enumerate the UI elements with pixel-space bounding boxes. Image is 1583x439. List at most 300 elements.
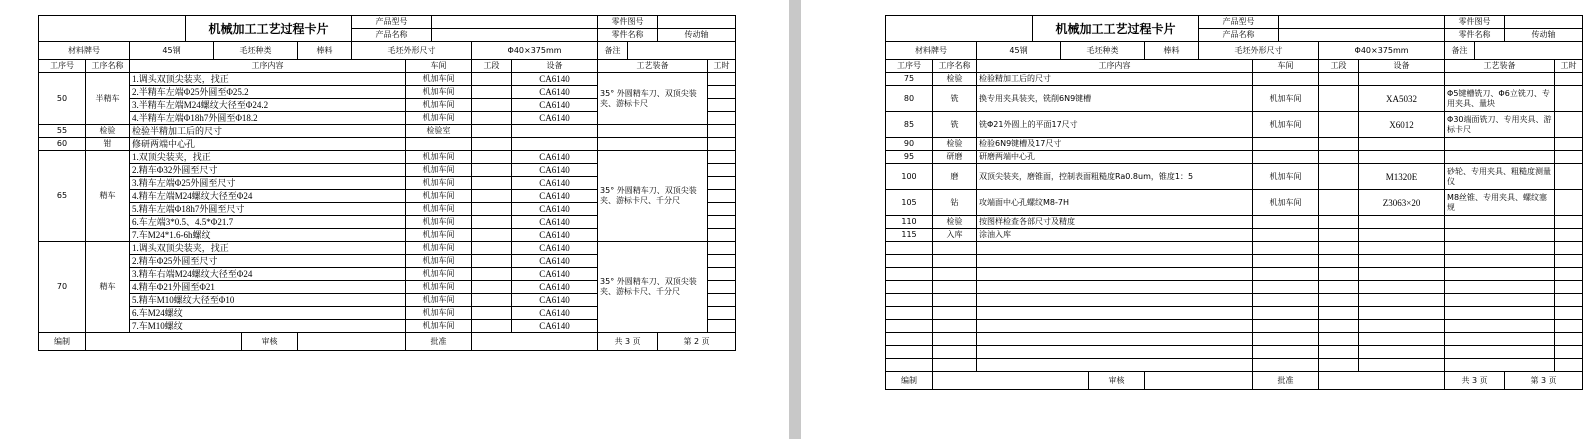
equipment-cell: CA6140 [512,151,598,164]
table-cell [1359,320,1445,333]
op-content-cell: 检验精加工后的尺寸 [977,73,1253,86]
table-cell [1555,359,1583,372]
blank-row [886,281,1583,294]
process-card-table [38,15,736,351]
op-no-cell: 85 [886,112,933,138]
op-name-cell: 铣 [933,112,977,138]
table-cell [1359,281,1445,294]
part-no-label: 零件图号 [1445,16,1505,29]
process-card-table [885,15,1583,390]
hours-cell [708,242,736,255]
equipment-cell [512,138,598,151]
op-no-cell: 95 [886,151,933,164]
workshop-cell: 机加车间 [406,216,472,229]
op-name-cell: 磨 [933,164,977,190]
tooling-cell: 35° 外圆精车刀、双顶尖装夹、游标卡尺 [598,73,708,125]
workshop-cell: 机加车间 [1253,164,1319,190]
op-content-cell: 6.车左端3*0.5、4.5*Φ21.7 [130,216,406,229]
hours-cell [708,151,736,164]
table-row [886,73,1583,86]
equipment-cell [1359,151,1445,164]
table-cell [886,320,933,333]
equipment-cell: CA6140 [512,203,598,216]
workshop-cell: 机加车间 [406,255,472,268]
tooling-cell: 35° 外圆精车刀、双顶尖装夹、游标卡尺、千分尺 [598,242,708,333]
section-cell [472,112,512,125]
section-cell [472,86,512,99]
section-cell [472,294,512,307]
op-content-cell: 1.双顶尖装夹，找正 [130,151,406,164]
total-value: 3 [625,336,631,346]
total-unit: 页 [632,336,641,346]
table-cell [977,333,1253,346]
equipment-cell: CA6140 [512,177,598,190]
table-row [886,138,1583,151]
op-no-cell: 50 [39,73,86,125]
tooling-cell: M8丝锥、专用夹具、螺纹塞规 [1445,190,1555,216]
col-header-tooling: 工艺装备 [598,60,708,73]
col-header-workshop: 车间 [1253,60,1319,73]
hours-cell [1555,112,1583,138]
table-cell [933,242,977,255]
blank-row [886,242,1583,255]
table-cell [1555,255,1583,268]
compiled-value [933,372,1089,390]
page-label: 第 [1530,375,1539,385]
equipment-cell: CA6140 [512,281,598,294]
table-cell [933,268,977,281]
section-cell [472,151,512,164]
section-cell [472,229,512,242]
table-cell [1555,294,1583,307]
table-cell [1319,320,1359,333]
workshop-cell: 机加车间 [406,112,472,125]
total-unit: 页 [1479,375,1488,385]
equipment-cell: CA6140 [512,268,598,281]
section-cell [1319,138,1359,151]
table-cell [1359,346,1445,359]
table-row [39,151,736,164]
blank-type-value: 棒料 [298,42,352,60]
section-cell [472,216,512,229]
section-cell [472,99,512,112]
workshop-cell: 机加车间 [406,164,472,177]
table-row [886,216,1583,229]
workshop-cell [406,138,472,151]
product-model-value [432,16,598,29]
op-name-cell: 精车 [86,151,130,242]
table-cell [1445,242,1555,255]
equipment-cell: Z3063×20 [1359,190,1445,216]
table-cell [1319,346,1359,359]
table-cell [977,242,1253,255]
table-cell [933,333,977,346]
hours-cell [708,281,736,294]
op-content-cell: 5.精车左端Φ18h7外圆至尺寸 [130,203,406,216]
product-name-value [432,29,598,42]
op-no-cell: 65 [39,151,86,242]
tooling-cell [1445,216,1555,229]
table-cell [1253,320,1319,333]
table-cell [1555,346,1583,359]
table-cell [1445,333,1555,346]
table-cell [1359,242,1445,255]
blank-size-label: 毛坯外形尺寸 [352,42,472,60]
col-header-section: 工段 [472,60,512,73]
op-no-cell: 55 [39,125,86,138]
table-cell [1253,307,1319,320]
card-title: 机械加工工艺过程卡片 [1033,16,1199,42]
table-cell [977,255,1253,268]
tooling-cell: Φ30端面铣刀、专用夹具、游标卡尺 [1445,112,1555,138]
table-cell [886,333,933,346]
table-row [886,86,1583,112]
part-name-label: 零件名称 [598,29,658,42]
equipment-cell: CA6140 [512,164,598,177]
section-cell [472,307,512,320]
table-cell [1359,268,1445,281]
process-card-page-3 [885,15,1577,390]
op-name-cell: 检验 [86,125,130,138]
equipment-cell: CA6140 [512,112,598,125]
total-pages [598,333,658,351]
approve-value [1319,372,1445,390]
table-cell [1319,294,1359,307]
blank-row [886,307,1583,320]
table-row [39,138,736,151]
table-cell [1253,281,1319,294]
col-header-op-name: 工序名称 [86,60,130,73]
op-content-cell: 检验半精加工后的尺寸 [130,125,406,138]
op-content-cell: 7.车M24*1.6-6h螺纹 [130,229,406,242]
equipment-cell: CA6140 [512,216,598,229]
section-cell [1319,216,1359,229]
table-row [886,164,1583,190]
table-cell [1555,307,1583,320]
part-no-label: 零件图号 [598,16,658,29]
section-cell [472,138,512,151]
section-cell [472,190,512,203]
table-cell [1445,359,1555,372]
blank-row [886,346,1583,359]
table-cell [1319,281,1359,294]
table-row [886,190,1583,216]
table-row [886,151,1583,164]
product-model-label: 产品型号 [352,16,432,29]
op-no-cell: 60 [39,138,86,151]
approve-label: 批准 [1253,372,1319,390]
op-no-cell: 80 [886,86,933,112]
blank-type-label: 毛坯种类 [1061,42,1145,60]
equipment-cell: CA6140 [512,307,598,320]
workshop-cell: 机加车间 [406,242,472,255]
section-cell [472,255,512,268]
hours-cell [708,138,736,151]
equipment-cell [1359,229,1445,242]
col-header-op-no: 工序号 [886,60,933,73]
hours-cell [1555,138,1583,151]
table-cell [886,346,933,359]
hours-cell [1555,216,1583,229]
equipment-cell: CA6140 [512,229,598,242]
col-header-equipment: 设备 [512,60,598,73]
table-row [39,125,736,138]
material-value: 45钢 [130,42,214,60]
op-content-cell: 5.精车M10螺纹大径至Φ10 [130,294,406,307]
part-name-value: 传动轴 [658,29,736,42]
workshop-cell: 机加车间 [406,281,472,294]
table-cell [886,268,933,281]
part-name-label: 零件名称 [1445,29,1505,42]
table-cell [933,281,977,294]
hours-cell [708,164,736,177]
section-cell [1319,229,1359,242]
op-name-cell: 铣 [933,86,977,112]
table-cell [1319,255,1359,268]
remarks-value [628,42,736,60]
page-value: 3 [1541,375,1547,385]
equipment-cell: CA6140 [512,73,598,86]
part-no-value [1505,16,1583,29]
table-cell [933,359,977,372]
col-header-tooling: 工艺装备 [1445,60,1555,73]
section-cell [472,125,512,138]
hours-cell [1555,229,1583,242]
equipment-cell: XA5032 [1359,86,1445,112]
workshop-cell: 机加车间 [406,86,472,99]
blank-type-value: 棒料 [1145,42,1199,60]
table-cell [1445,255,1555,268]
table-cell [886,294,933,307]
table-cell [1555,320,1583,333]
material-label: 材料牌号 [886,42,977,60]
section-cell [1319,190,1359,216]
op-content-cell: 2.精车Φ25外圆至尺寸 [130,255,406,268]
table-cell [1445,281,1555,294]
process-card-page-2 [38,15,730,351]
col-header-hours: 工时 [1555,60,1583,73]
op-name-cell: 检验 [933,73,977,86]
compiled-value [86,333,242,351]
equipment-cell: CA6140 [512,294,598,307]
table-row [39,73,736,86]
table-cell [933,255,977,268]
section-cell [1319,112,1359,138]
workshop-cell: 机加车间 [406,99,472,112]
op-name-cell: 入库 [933,229,977,242]
op-content-cell: 铣Φ21外圆上的平面17尺寸 [977,112,1253,138]
table-cell [1445,307,1555,320]
total-value: 3 [1472,375,1478,385]
table-cell [933,307,977,320]
op-content-cell: 6.车M24螺纹 [130,307,406,320]
table-cell [886,255,933,268]
total-pages [1445,372,1505,390]
table-cell [1555,333,1583,346]
table-row [39,242,736,255]
blank-row [886,268,1583,281]
tooling-cell [1445,229,1555,242]
header-blank [39,16,186,42]
blank-type-label: 毛坯种类 [214,42,298,60]
col-header-content: 工序内容 [977,60,1253,73]
workshop-cell [1253,229,1319,242]
remarks-value [1475,42,1583,60]
op-name-cell: 研磨 [933,151,977,164]
table-cell [1359,359,1445,372]
blank-row [886,333,1583,346]
op-content-cell: 攻端面中心孔螺纹M8-7H [977,190,1253,216]
workshop-cell: 机加车间 [406,203,472,216]
blank-size-label: 毛坯外形尺寸 [1199,42,1319,60]
hours-cell [708,177,736,190]
hours-cell [1555,73,1583,86]
op-name-cell: 检验 [933,216,977,229]
page-unit: 页 [701,336,710,346]
part-name-value: 传动轴 [1505,29,1583,42]
table-cell [886,281,933,294]
hours-cell [708,203,736,216]
op-name-cell: 检验 [933,138,977,151]
tooling-cell [1445,73,1555,86]
section-cell [1319,164,1359,190]
workshop-cell: 机加车间 [406,190,472,203]
table-cell [1253,268,1319,281]
section-cell [1319,86,1359,112]
page-gutter [789,0,801,439]
op-name-cell: 精车 [86,242,130,333]
table-cell [933,320,977,333]
hours-cell [708,86,736,99]
table-cell [1319,307,1359,320]
equipment-cell: CA6140 [512,242,598,255]
page-unit: 页 [1548,375,1557,385]
equipment-cell: CA6140 [512,86,598,99]
table-cell [886,307,933,320]
op-content-cell: 1.调头双顶尖装夹，找正 [130,242,406,255]
hours-cell [1555,86,1583,112]
table-cell [886,242,933,255]
workshop-cell: 机加车间 [406,320,472,333]
op-no-cell: 110 [886,216,933,229]
op-name-cell: 半精车 [86,73,130,125]
table-cell [1253,333,1319,346]
tooling-cell: 35° 外圆精车刀、双顶尖装夹、游标卡尺、千分尺 [598,151,708,242]
material-value: 45钢 [977,42,1061,60]
workshop-cell [1253,138,1319,151]
workshop-cell: 机加车间 [1253,112,1319,138]
current-page [658,333,736,351]
op-no-cell: 75 [886,73,933,86]
workshop-cell [1253,73,1319,86]
table-cell [1253,346,1319,359]
col-header-op-name: 工序名称 [933,60,977,73]
tooling-cell: 砂轮、专用夹具、粗糙度测量仪 [1445,164,1555,190]
review-label: 审核 [1089,372,1145,390]
total-label: 共 [614,336,623,346]
review-label: 审核 [242,333,298,351]
op-content-cell: 4.精车左端M24螺纹大径至Φ24 [130,190,406,203]
tooling-cell [598,138,708,151]
review-value [298,333,406,351]
compiled-label: 编制 [39,333,86,351]
op-content-cell: 双顶尖装夹，磨锥面，控制表面粗糙度Ra0.8um，锥度1：5 [977,164,1253,190]
hours-cell [708,320,736,333]
table-cell [1359,255,1445,268]
review-value [1145,372,1253,390]
hours-cell [1555,151,1583,164]
op-content-cell: 修研两端中心孔 [130,138,406,151]
col-header-op-no: 工序号 [39,60,86,73]
equipment-cell: CA6140 [512,320,598,333]
table-cell [1555,281,1583,294]
part-no-value [658,16,736,29]
workshop-cell: 机加车间 [406,229,472,242]
tooling-cell: Φ5键槽铣刀、Φ6立铣刀、专用夹具、量块 [1445,86,1555,112]
section-cell [472,203,512,216]
op-content-cell: 换专用夹具装夹，铣削6N9键槽 [977,86,1253,112]
op-content-cell: 检验6N9键槽及17尺寸 [977,138,1253,151]
table-cell [977,359,1253,372]
col-header-hours: 工时 [708,60,736,73]
table-cell [1319,242,1359,255]
op-content-cell: 研磨两端中心孔 [977,151,1253,164]
table-cell [977,307,1253,320]
page-value: 2 [694,336,700,346]
table-cell [1555,268,1583,281]
workshop-cell: 机加车间 [406,177,472,190]
table-cell [1319,333,1359,346]
hours-cell [708,307,736,320]
op-no-cell: 90 [886,138,933,151]
section-cell [472,281,512,294]
hours-cell [1555,164,1583,190]
approve-value [472,333,598,351]
table-cell [1253,255,1319,268]
table-cell [933,294,977,307]
op-content-cell: 4.半精车左端Φ18h7外圆至Φ18.2 [130,112,406,125]
workshop-cell [1253,151,1319,164]
equipment-cell: X6012 [1359,112,1445,138]
workshop-cell: 机加车间 [406,307,472,320]
footer-row [39,333,736,351]
remarks-label: 备注 [1445,42,1475,60]
table-cell [1359,333,1445,346]
current-page [1505,372,1583,390]
section-cell [472,73,512,86]
footer-row [886,372,1583,390]
table-cell [933,346,977,359]
table-cell [1555,242,1583,255]
header-blank [886,16,1033,42]
table-cell [977,346,1253,359]
hours-cell [708,99,736,112]
table-row [886,229,1583,242]
table-cell [1445,294,1555,307]
workshop-cell: 机加车间 [406,151,472,164]
product-name-label: 产品名称 [1199,29,1279,42]
product-model-label: 产品型号 [1199,16,1279,29]
op-content-cell: 3.精车左端Φ25外圆至尺寸 [130,177,406,190]
total-label: 共 [1461,375,1470,385]
section-cell [1319,73,1359,86]
table-cell [1359,307,1445,320]
table-cell [977,268,1253,281]
col-header-equipment: 设备 [1359,60,1445,73]
card-title: 机械加工工艺过程卡片 [186,16,352,42]
table-cell [977,281,1253,294]
material-label: 材料牌号 [39,42,130,60]
